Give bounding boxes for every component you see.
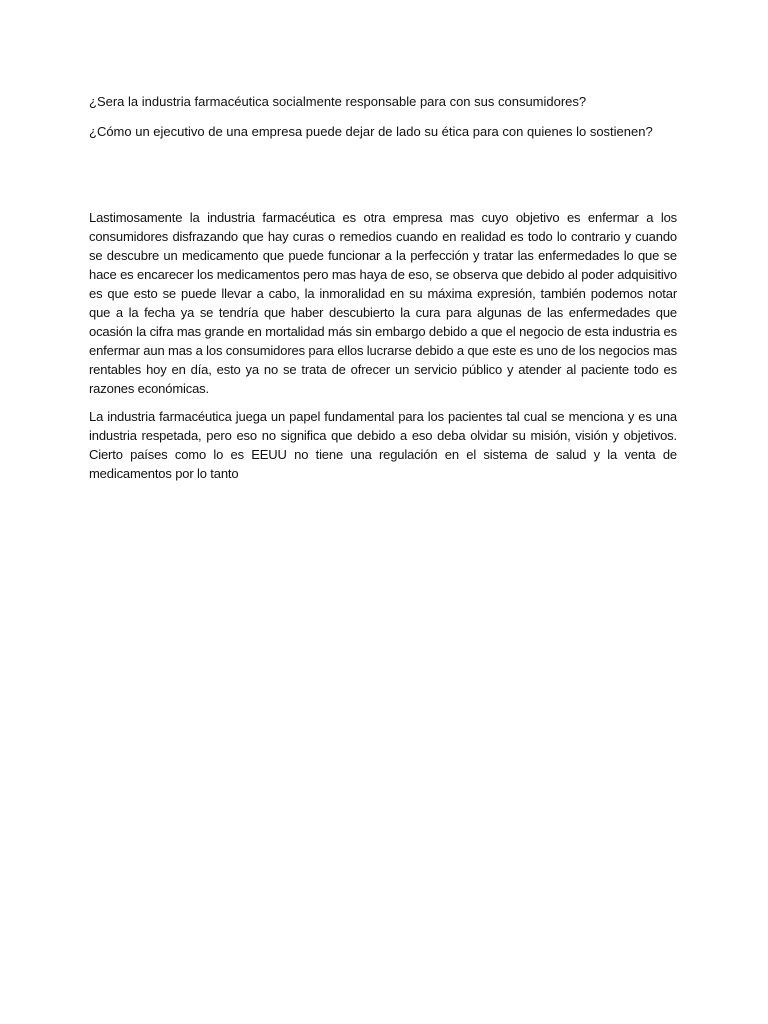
paragraph-1: Lastimosamente la industria farmacéutica es otra empresa mas cuyo objetivo es enfermar a los consumidores disfrazando que hay curas o remedios cuando en realidad es todo lo contrario y cuando se descubre un medicamento que puede funcionar a la perfección y tratar las enfermedades lo que se hace es encarecer los medicamentos pero mas haya de eso, se observa que debido al poder adquisitivo es que esto se puede llevar a cabo, la inmoralidad en su máxima expresión, también podemos notar que a la fecha ya se tendría que haber descubierto la cura para algunas de las enfermedades que ocasión la cifra mas grande en mortalidad más sin embargo debido a que el negocio de esta industria es enfermar aun mas a los consumidores para ellos lucrarse debido a que este es uno de los negocios mas rentables hoy en día, esto ya no se trata de ofrecer un servicio público y atender al paciente todo es razones económicas. [89,210,677,396]
paragraph-2: La industria farmacéutica juega un papel fundamental para los pacientes tal cual se menciona y es una industria respetada, pero eso no significa que debido a eso deba olvidar su misión, visión y objetivos. Cierto países como lo es EEUU no tiene una regulación en el sistema de salud y la venta de medicamentos por lo tanto [89,409,677,481]
question-1: ¿Sera la industria farmacéutica socialmente responsable para con sus consumidores? [89,94,587,109]
question-2: ¿Cómo un ejecutivo de una empresa puede dejar de lado su ética para con quienes lo sostienen? [89,124,653,139]
